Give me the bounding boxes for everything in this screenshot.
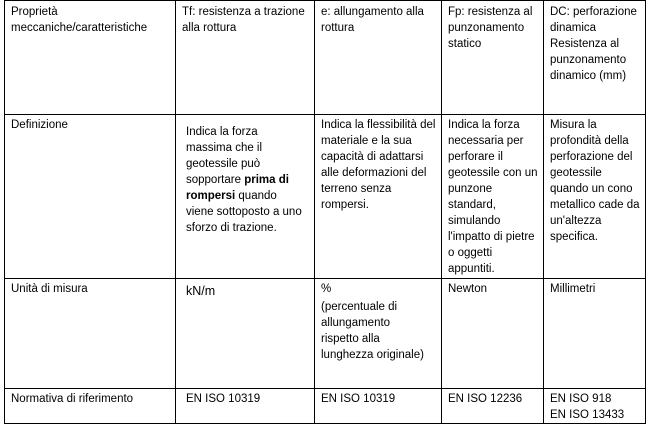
- header-dc: [544, 1, 646, 115]
- header-e: [315, 1, 442, 115]
- normativa-dc-2: EN ISO 13433: [550, 409, 625, 421]
- row-unita: [5, 279, 646, 389]
- header-dc-text: DC: perforazione dinamica Resistenza al punzonamento dinamico (mm): [550, 6, 637, 82]
- unita-tf-cell: [176, 279, 315, 389]
- definizione-dc-cell: [544, 115, 646, 279]
- normativa-dc-cell: [544, 389, 646, 424]
- header-property: [5, 1, 176, 115]
- unita-dc-cell: [544, 279, 646, 389]
- definizione-tf-text-2: quando viene sottoposto a uno sforzo di trazione.: [186, 190, 302, 234]
- unita-label: Unità di misura: [11, 283, 88, 295]
- normativa-label: Normativa di riferimento: [11, 393, 134, 405]
- unita-fp: Newton: [448, 283, 487, 295]
- normativa-fp-cell: [442, 389, 544, 424]
- header-fp-text: Fp: resistenza al punzonamento statico: [448, 6, 533, 50]
- normativa-e-cell: [315, 389, 442, 424]
- definizione-dc: Misura la profondità della perforazione del geotessile quando un cono metallico cade da un'altezza specifica.: [550, 119, 640, 243]
- definizione-tf-text-1: Indica la forza massima che il geotessile può sopportare: [186, 126, 263, 186]
- definizione-e-cell: [315, 115, 442, 279]
- unita-e-cell: [315, 279, 442, 389]
- definizione-tf-bold: prima di rompersi: [186, 174, 289, 202]
- normativa-label-cell: [5, 389, 176, 424]
- unita-e: [315, 279, 441, 363]
- header-tf: [176, 1, 315, 115]
- unita-e-note: (percentuale di allungamento rispetto alla lunghezza originale): [321, 301, 424, 361]
- normativa-tf: EN ISO 10319: [186, 393, 261, 405]
- definizione-label: Definizione: [11, 119, 68, 131]
- header-fp: [442, 1, 544, 115]
- normativa-tf-cell: [176, 389, 315, 424]
- row-normativa: [5, 389, 646, 424]
- unita-tf: kN/m: [186, 284, 216, 298]
- header-e-text: e: allungamento alla rottura: [321, 6, 424, 34]
- definizione-label-cell: [5, 115, 176, 279]
- definizione-fp-cell: [442, 115, 544, 279]
- unita-fp-cell: [442, 279, 544, 389]
- definizione-fp: Indica la forza necessaria per perforare il geotessile con un punzone standard, simulando l'impatto di pietre o oggetti appuntiti.: [448, 119, 538, 275]
- definizione-tf-cell: [176, 115, 315, 279]
- normativa-dc-1: EN ISO 918: [550, 393, 612, 405]
- normativa-dc: [544, 389, 645, 423]
- row-definizione: [5, 115, 646, 279]
- header-property-text: Proprietà meccaniche/caratteristiche: [11, 6, 148, 34]
- header-tf-text: Tf: resistenza a trazione alla rottura: [182, 6, 305, 34]
- normativa-e: EN ISO 10319: [321, 393, 396, 405]
- normativa-fp: EN ISO 12236: [448, 393, 523, 405]
- definizione-e: Indica la flessibilità del materiale e la sua capacità di adattarsi alle deformazioni del terreno senza rompersi.: [321, 119, 436, 211]
- definizione-tf: [176, 115, 314, 236]
- header-row: [5, 1, 646, 115]
- geotextile-properties-table: [4, 0, 646, 424]
- unita-e-symbol: %: [321, 283, 332, 295]
- unita-label-cell: [5, 279, 176, 389]
- unita-dc: Millimetri: [550, 283, 596, 295]
